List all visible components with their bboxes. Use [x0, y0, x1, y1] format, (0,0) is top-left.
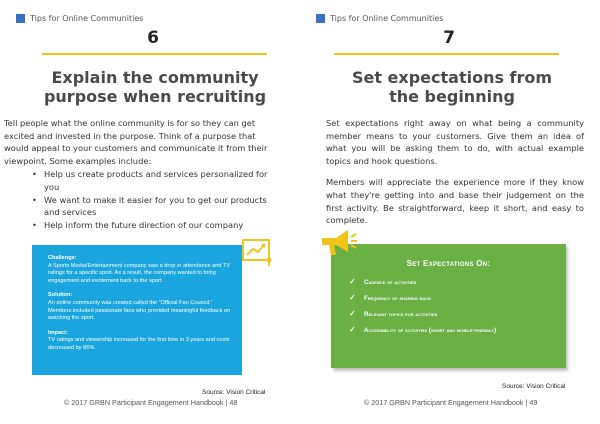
presentation-chart-icon: [240, 238, 274, 266]
tip-body: [4, 117, 276, 231]
paragraph-1: Set expectations right away on what being a community member means to your customers. Give them an idea of what you will be asking them to do, with actual example topics and hook questions.: [326, 118, 584, 166]
list-item: ✓ Relevant topics for activities: [349, 311, 559, 319]
page-header: [16, 14, 143, 23]
megaphone-icon: [320, 228, 358, 258]
list-item: • Help inform the future direction of our company: [32, 219, 276, 232]
tip-title-line-2: purpose when recruiting: [43, 87, 267, 106]
page-header: [316, 14, 443, 23]
list-item: • Help us create products and services personalized for you: [32, 168, 276, 193]
expectations-list: [349, 279, 559, 343]
expectations-box: [331, 244, 566, 368]
tip-body: [326, 117, 584, 227]
case-study-box: [32, 245, 242, 375]
challenge-text: A Sports Media/Entertainment company saw a drop in attendance and TV ratings for a specific sport. As a result, the company wanted to bring engagement and excitement back to the sport.: [48, 262, 231, 284]
source-note: Source: Vision Critical: [502, 383, 566, 390]
solution-text: An online community was created called the “Official Fan Council.” Members included passionate fans who provided meaningful feedback on watching the sport.: [48, 299, 231, 322]
header-text: Tips for Online Communities: [330, 14, 444, 23]
tip-number: 6: [147, 28, 159, 48]
intro-paragraph: Tell people what the online community is for so they can get excited and invested in the purpose. Think of a purpose that would appeal to your customers and communicate it from their viewpoint. Some examples include:: [4, 118, 268, 166]
header-text: Tips for Online Communities: [30, 14, 144, 23]
paragraph-2: Members will appreciate the experience more if they know what they're getting into and base their judgement on the first activity. Be straightforward, keep it short, and easy to complete.: [326, 177, 584, 226]
expectations-title: Set Expectations On:: [406, 259, 491, 268]
impact-label: Impact:: [48, 329, 68, 336]
list-item: • We want to make it easier for you to get our products and services: [32, 194, 276, 219]
page-49: [300, 0, 600, 424]
challenge-label: Challenge:: [48, 255, 77, 261]
list-item: ✓ Accessibility of activities (short and mobile-friendly): [349, 327, 559, 335]
source-note: Source: Vision Critical: [202, 389, 266, 396]
case-study-content: [48, 255, 233, 353]
page-footer: © 2017 GRBN Participant Engagement Handbook | 49: [364, 398, 538, 407]
tip-title-line-2: the beginning: [389, 87, 515, 106]
divider: [42, 53, 267, 55]
page-footer: © 2017 GRBN Participant Engagement Handbook | 48: [64, 398, 238, 407]
example-list: [32, 168, 276, 231]
solution-label: Solution:: [48, 292, 73, 299]
divider: [334, 53, 559, 55]
tip-title-line-1: Set expectations from: [351, 68, 553, 87]
list-item: ✓ Frequency of sharing back: [349, 295, 559, 303]
tip-title-line-1: Explain the community: [51, 68, 259, 87]
tip-title: [20, 68, 290, 106]
header-square-icon: [16, 14, 25, 23]
list-item: ✓ Cadence of activities: [349, 279, 559, 287]
header-square-icon: [316, 14, 325, 23]
tip-number: 7: [443, 28, 455, 48]
tip-title: [316, 68, 588, 106]
impact-text: TV ratings and viewership increased for the first time in 3 years and costs decreased by 86%.: [48, 337, 230, 351]
